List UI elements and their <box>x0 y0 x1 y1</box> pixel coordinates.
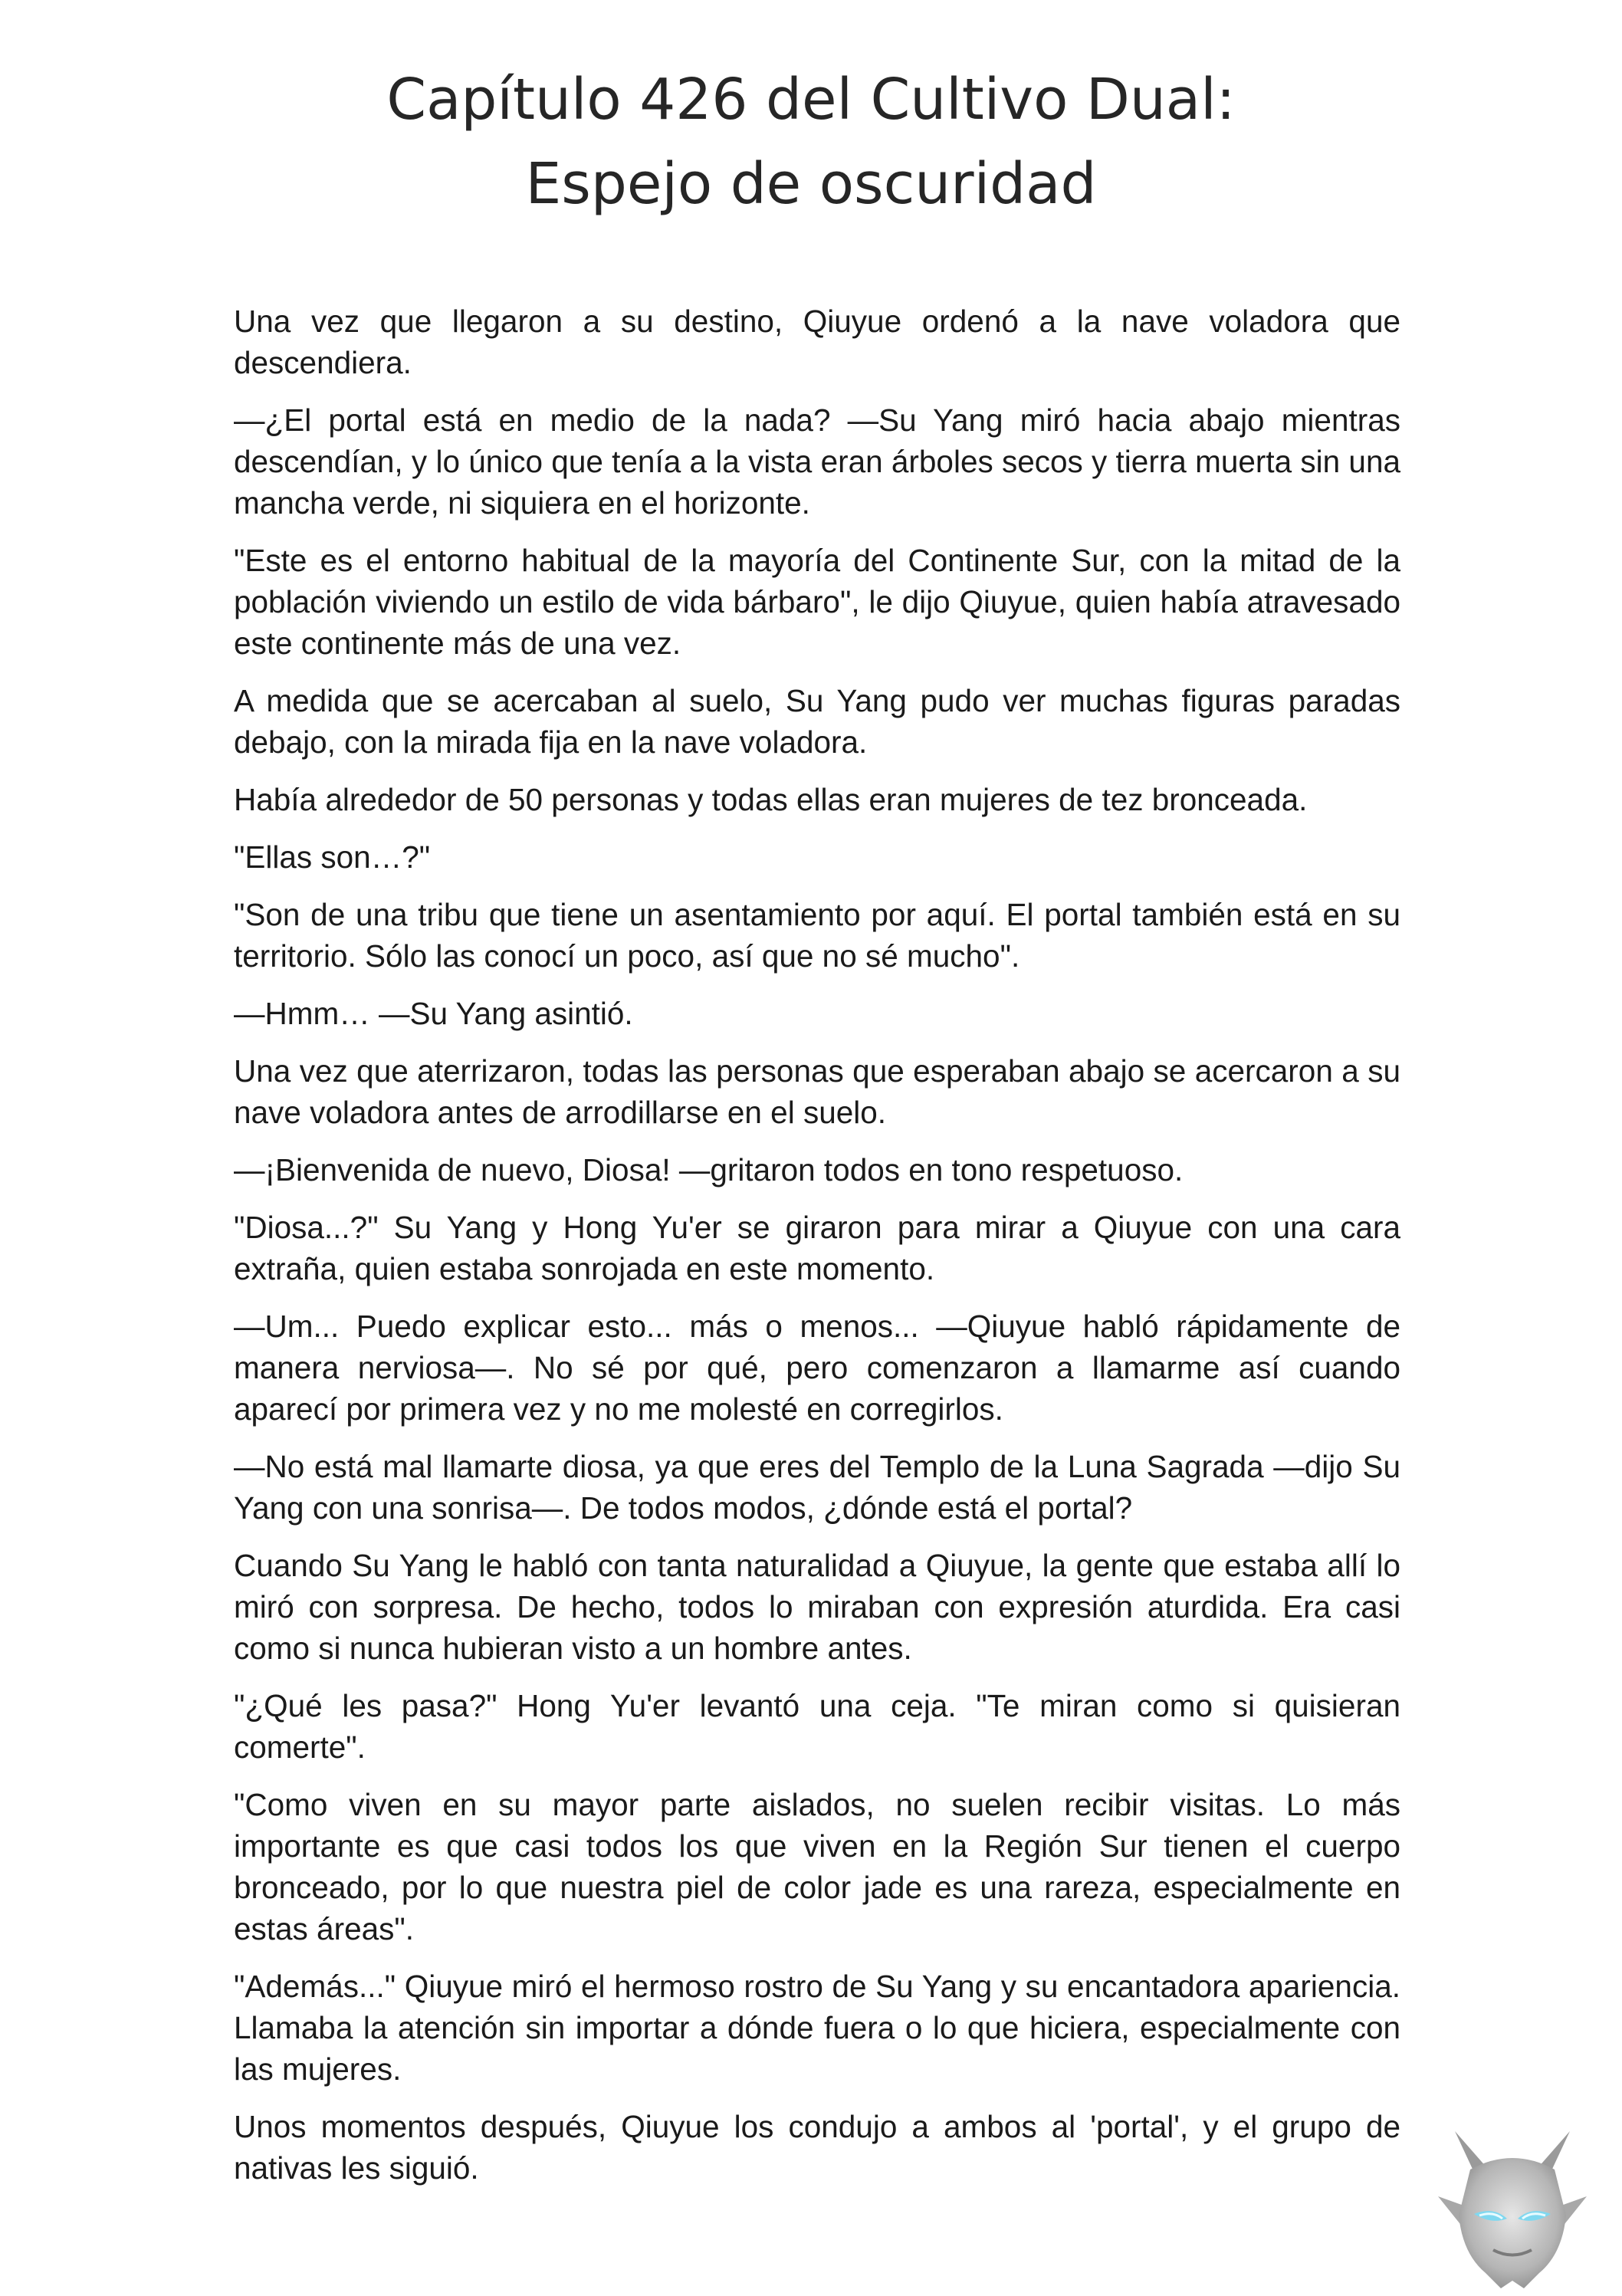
paragraph: —¿El portal está en medio de la nada? —Su Yang miró hacia abajo mientras descendían, y lo único que tenía a la vista eran árboles secos y tierra muerta sin una mancha verde, ni siquiera en el horizonte. <box>234 402 1400 521</box>
paragraph: —¡Bienvenida de nuevo, Diosa! —gritaron todos en tono respetuoso. <box>234 1152 1184 1187</box>
demon-mascot-icon <box>1432 2124 1593 2292</box>
paragraph: Una vez que llegaron a su destino, Qiuyue ordenó a la nave voladora que descendiera. <box>234 304 1400 380</box>
paragraph: —Hmm… —Su Yang asintió. <box>234 996 633 1031</box>
paragraph: "Además..." Qiuyue miró el hermoso rostro de Su Yang y su encantadora apariencia. Llamaba la atención sin importar a dónde fuera o lo que hiciera, especialmente con las mujeres. <box>234 1969 1400 2087</box>
paragraph: "¿Qué les pasa?" Hong Yu'er levantó una ceja. "Te miran como si quisieran comerte". <box>234 1688 1400 1765</box>
paragraph: —Um... Puedo explicar esto... más o menos... —Qiuyue habló rápidamente de manera nerviosa—. No sé por qué, pero comenzaron a llamarme así cuando aparecí por primera vez y no me molesté en corregirlos. <box>234 1309 1400 1427</box>
paragraph: A medida que se acercaban al suelo, Su Yang pudo ver muchas figuras paradas debajo, con la mirada fija en la nave voladora. <box>234 683 1400 760</box>
paragraph: Cuando Su Yang le habló con tanta naturalidad a Qiuyue, la gente que estaba allí lo miró con sorpresa. De hecho, todos lo miraban con expresión aturdida. Era casi como si nunca hubieran visto a un hombre antes. <box>234 1548 1400 1666</box>
paragraph: Una vez que aterrizaron, todas las personas que esperaban abajo se acercaron a su nave voladora antes de arrodillarse en el suelo. <box>234 1053 1400 1130</box>
paragraph: "Diosa...?" Su Yang y Hong Yu'er se giraron para mirar a Qiuyue con una cara extraña, quien estaba sonrojada en este momento. <box>234 1210 1400 1286</box>
chapter-title-line-1: Capítulo 426 del Cultivo Dual: <box>386 67 1236 133</box>
chapter-title-line-2: Espejo de oscuridad <box>525 151 1097 217</box>
paragraph: "Este es el entorno habitual de la mayoría del Continente Sur, con la mitad de la población viviendo un estilo de vida bárbaro", le dijo Qiuyue, quien había atravesado este continente más de una vez. <box>234 543 1400 661</box>
paragraph: Había alrededor de 50 personas y todas ellas eran mujeres de tez bronceada. <box>234 782 1308 817</box>
paragraph: "Ellas son…?" <box>234 839 431 875</box>
paragraph: Unos momentos después, Qiuyue los condujo a ambos al 'portal', y el grupo de nativas les siguió. <box>234 2109 1400 2186</box>
paragraph: "Como viven en su mayor parte aislados, no suelen recibir visitas. Lo más importante es que casi todos los que viven en la Región Sur tienen el cuerpo bronceado, por lo que nuestra piel de color jade es una rareza, especialmente en estas áreas". <box>234 1787 1400 1946</box>
chapter-body <box>234 301 1400 2205</box>
paragraph: "Son de una tribu que tiene un asentamiento por aquí. El portal también está en su territorio. Sólo las conocí un poco, así que no sé mucho". <box>234 897 1400 974</box>
paragraph: —No está mal llamarte diosa, ya que eres del Templo de la Luna Sagrada —dijo Su Yang con una sonrisa—. De todos modos, ¿dónde está el portal? <box>234 1449 1400 1526</box>
